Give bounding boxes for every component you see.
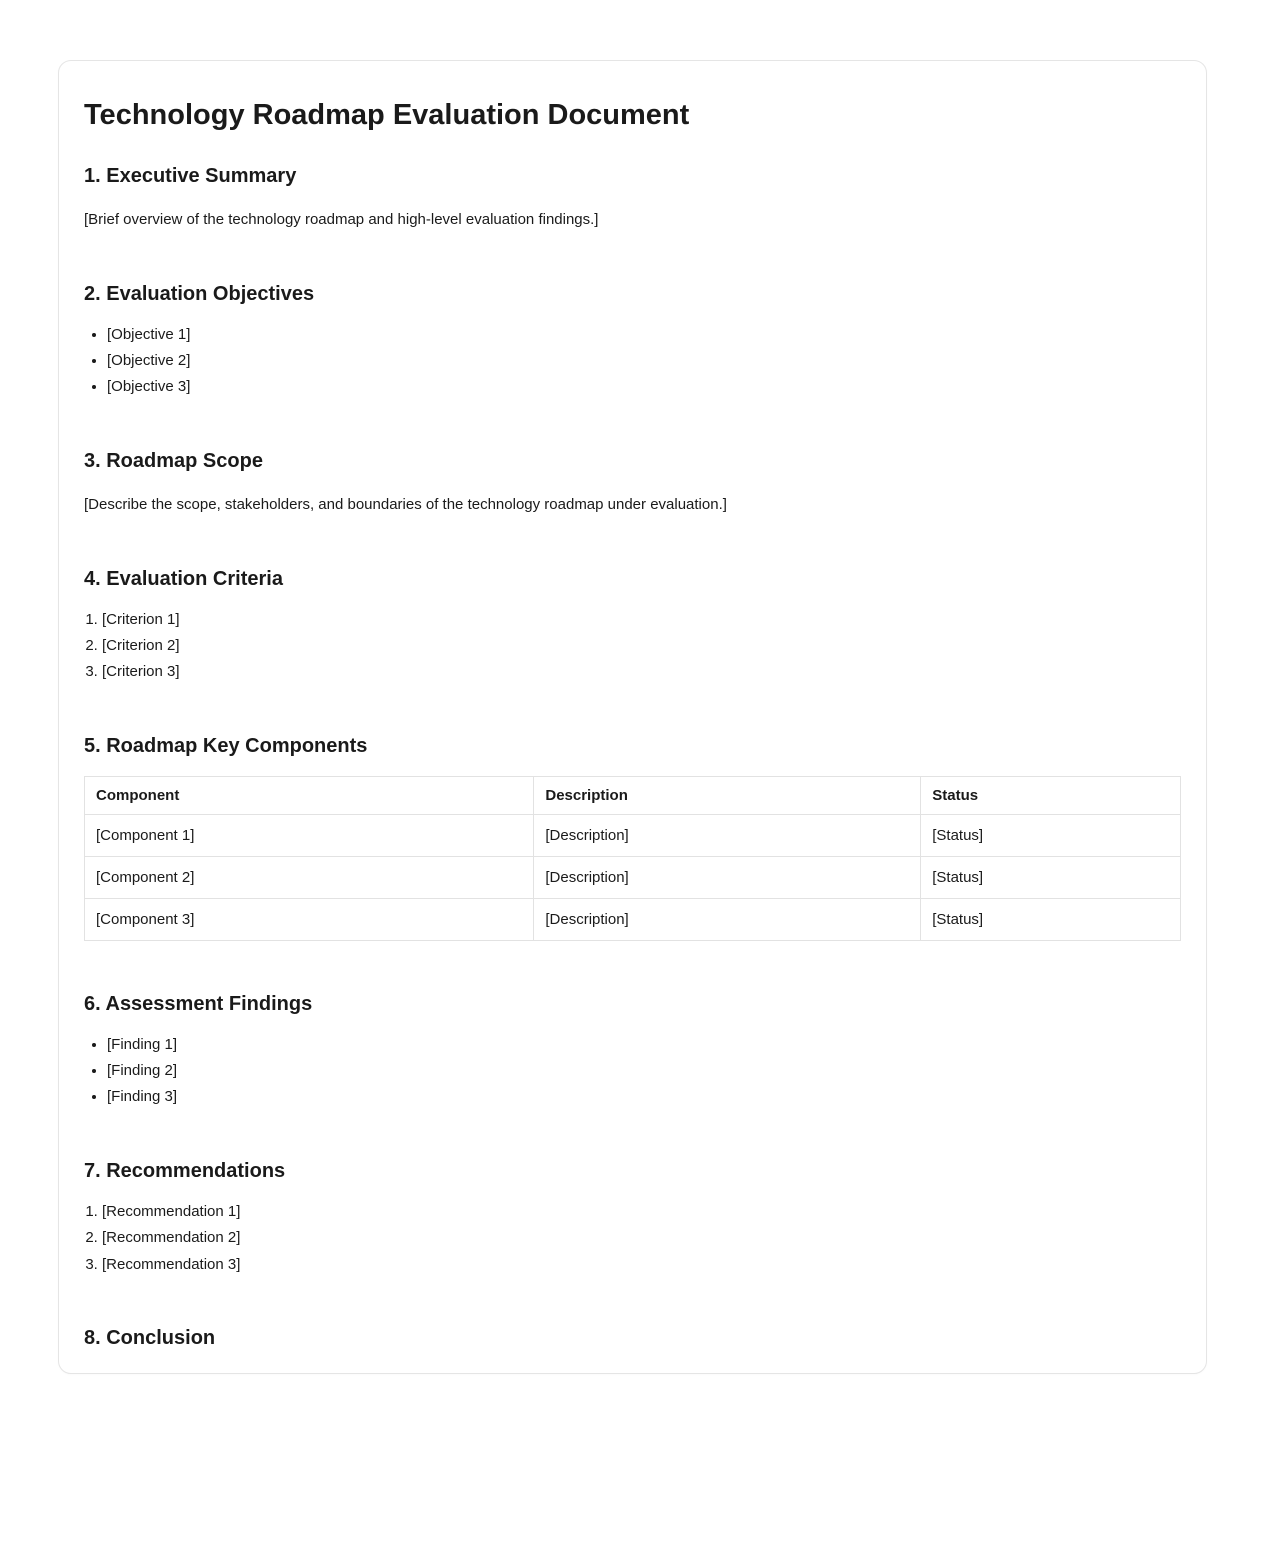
document-card bbox=[58, 60, 1207, 1374]
list-item: • [Objective 3] bbox=[107, 376, 1181, 398]
recommendations-list bbox=[84, 1201, 1181, 1275]
table-cell: [Description] bbox=[534, 856, 921, 898]
table-cell: [Status] bbox=[921, 856, 1181, 898]
list-item: 2. [Criterion 2] bbox=[102, 635, 1181, 657]
list-item: • [Finding 2] bbox=[107, 1060, 1181, 1082]
criteria-list bbox=[84, 609, 1181, 683]
roadmap-scope-body: [Describe the scope, stakeholders, and boundaries of the technology roadmap under evaluation.] bbox=[84, 495, 727, 513]
section-conclusion bbox=[84, 1325, 1181, 1351]
table-cell: [Description] bbox=[534, 898, 921, 940]
section-heading-conclusion: 8. Conclusion bbox=[84, 1327, 216, 1350]
table-cell: [Status] bbox=[921, 814, 1181, 856]
findings-list bbox=[84, 1034, 1181, 1108]
table-header-cell: Description bbox=[534, 776, 921, 814]
section-roadmap-scope bbox=[84, 448, 1181, 516]
section-evaluation-criteria bbox=[84, 566, 1181, 683]
components-table bbox=[84, 776, 1181, 941]
table-cell: [Description] bbox=[534, 814, 921, 856]
section-heading-roadmap-scope: 3. Roadmap Scope bbox=[84, 449, 263, 472]
table-header-cell: Component bbox=[85, 776, 534, 814]
section-heading-assessment-findings: 6. Assessment Findings bbox=[84, 992, 313, 1015]
list-item: • [Finding 1] bbox=[107, 1034, 1181, 1056]
list-item: 3. [Criterion 3] bbox=[102, 661, 1181, 683]
table-cell: [Component 3] bbox=[85, 898, 534, 940]
list-item: 2. [Recommendation 2] bbox=[102, 1227, 1181, 1249]
objectives-list bbox=[84, 324, 1181, 398]
section-executive-summary bbox=[84, 163, 1181, 231]
section-heading-recommendations: 7. Recommendations bbox=[84, 1160, 286, 1183]
list-item: 1. [Recommendation 1] bbox=[102, 1201, 1181, 1223]
section-roadmap-key-components bbox=[84, 733, 1181, 941]
table-cell: [Component 1] bbox=[85, 814, 534, 856]
table-row bbox=[85, 898, 1181, 940]
list-item: • [Finding 3] bbox=[107, 1086, 1181, 1108]
section-assessment-findings bbox=[84, 991, 1181, 1108]
list-item: 1. [Criterion 1] bbox=[102, 609, 1181, 631]
section-heading-evaluation-objectives: 2. Evaluation Objectives bbox=[84, 282, 315, 305]
section-heading-executive-summary: 1. Executive Summary bbox=[84, 164, 297, 187]
table-row bbox=[85, 856, 1181, 898]
table-cell: [Status] bbox=[921, 898, 1181, 940]
list-item: • [Objective 1] bbox=[107, 324, 1181, 346]
table-header-cell: Status bbox=[921, 776, 1181, 814]
table-cell: [Component 2] bbox=[85, 856, 534, 898]
document-title: Technology Roadmap Evaluation Document bbox=[84, 99, 690, 131]
section-heading-roadmap-key-components: 5. Roadmap Key Components bbox=[84, 734, 368, 757]
list-item: 3. [Recommendation 3] bbox=[102, 1254, 1181, 1276]
section-recommendations bbox=[84, 1158, 1181, 1275]
section-heading-evaluation-criteria: 4. Evaluation Criteria bbox=[84, 567, 283, 590]
table-row bbox=[85, 814, 1181, 856]
executive-summary-body: [Brief overview of the technology roadmap and high-level evaluation findings.] bbox=[84, 210, 599, 228]
section-evaluation-objectives bbox=[84, 281, 1181, 398]
list-item: • [Objective 2] bbox=[107, 350, 1181, 372]
table-header-row bbox=[85, 776, 1181, 814]
